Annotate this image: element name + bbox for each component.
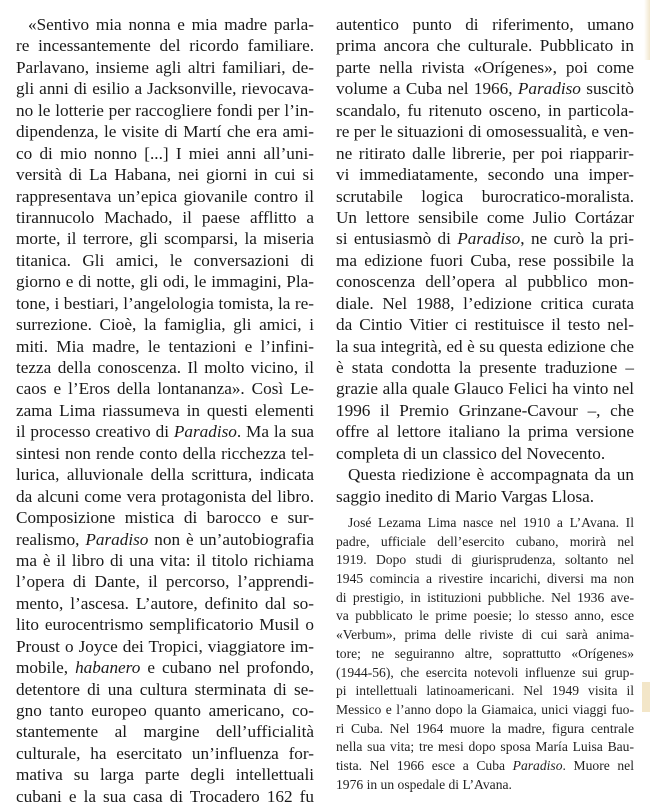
text-line [16, 657, 314, 678]
text-line [16, 529, 314, 550]
text-line: giorno e di notte, gli odi, le immagini, Pla- [16, 272, 314, 292]
text-line: ma edizione fuori Cuba, rese possibile la [336, 250, 634, 270]
left-column [16, 14, 314, 807]
text-line: Proust o Joyce dei Tropici, viaggiatore im- [16, 636, 314, 656]
italic-term-habanero: habanero [75, 658, 141, 678]
text-line: «Sentivo mia nonna e mia madre parla- [28, 15, 314, 34]
bio-line: Messico e l’anno dopo la Giamaica, unici viaggi fuo- [336, 701, 634, 717]
text-line: no le lotterie per raccogliere fondi per l’in- [16, 100, 314, 120]
text-line: 1996 il Premio Grinzane-Cavour –, che [336, 400, 634, 420]
text-line: rappresentava un’epica giovanile contro il [16, 186, 314, 206]
text-line: caos e l’Eros della lontananza». Così Le- [16, 379, 314, 399]
text-line: gno tanto europeo quanto americano, co- [16, 701, 314, 720]
right-column [336, 14, 634, 507]
text-line: da Cintio Vitier ci restituisce il testo nel- [336, 315, 634, 335]
text-line: re per le situazioni di omosessualità, e ven- [336, 122, 634, 142]
page-edge-shadow [644, 0, 650, 60]
text-line: conoscenza dell’opera al pubblico mon- [336, 272, 634, 292]
book-title-paradiso: Paradiso [457, 229, 521, 249]
text-line: ne ritirato dalle librerie, per poi riapparir- [336, 143, 634, 163]
text-run: tista. Nel 1966 esce a Cuba [336, 757, 513, 773]
text-run: . Muore nel [562, 757, 634, 773]
book-title-paradiso: Paradiso [512, 757, 563, 773]
text-line: miti. Mia madre, le tentazioni e l’infini- [16, 336, 314, 356]
bio-line: di prestigio, in istituzioni pubbliche. Nel 1936 ave- [336, 589, 634, 605]
text-line: Composizione mistica di barocco e sur- [16, 508, 314, 528]
text-line: è stata condotta la presente traduzione – [336, 358, 634, 377]
text-line: stantemente al margine dell’ufficialità [16, 722, 314, 742]
text-run: si entusiasmò di [336, 229, 458, 249]
text-line: co di mio nonno [...] I miei anni all’uni- [16, 143, 314, 163]
text-line: scrutabile logica burocratico-moralista. [336, 186, 634, 206]
bio-line: 1945 comincia a rivestire incarichi, diversi ma non [336, 571, 634, 587]
bio-line: pi intellettuali latinoamericani. Nel 1949 visita il [336, 683, 634, 699]
text-line: da alcuni come vera protagonista del libro. [16, 486, 314, 506]
bio-line: va pubblicato le prime poesie; lo stesso anno, esce [336, 608, 634, 624]
text-line: surrezione. Cioè, la famiglia, gli amici, i [16, 315, 314, 335]
book-title-paradiso: Paradiso [173, 422, 237, 442]
text-line: mento, l’ascesa. L’autore, definito dal so- [16, 593, 314, 613]
book-title-paradiso: Paradiso [517, 79, 581, 99]
text-line: Parlavano, insieme agli altri familiari, de- [16, 57, 314, 77]
text-line [16, 421, 314, 442]
text-line: versità di La Habana, nei giorni in cui si [16, 165, 314, 185]
bio-line: 1976 in un ospedale di L’Avana. [336, 776, 512, 792]
book-title-paradiso: Paradiso [85, 529, 149, 549]
bio-line: nella sua vita; tre mesi dopo sposa María Luisa Bau- [336, 739, 634, 755]
text-line: dipendenza, le visite di Martí che era ami- [16, 122, 314, 142]
text-line: cubani e la sua casa di Trocadero 162 fu [16, 786, 314, 806]
text-run: e cubano nel profondo, [140, 658, 314, 678]
text-line: diale. Nel 1988, l’edizione critica curata [336, 293, 634, 313]
text-line: zama Lima riassumeva in questi elementi [16, 400, 314, 420]
bio-line: «Verbum», prima delle riviste di cui sarà anima- [336, 627, 634, 643]
text-line: Un lettore sensibile come Julio Cortázar [336, 207, 634, 227]
text-run: il processo creativo di [16, 422, 174, 442]
text-line: tirannucolo Machado, il paese afflitto a [16, 207, 314, 227]
text-line: sintesi non rende conto della ricchezza tel- [16, 443, 314, 463]
author-bio [336, 514, 634, 794]
bio-line: (1944-56), che esercita notevoli influenze sui grup- [336, 664, 634, 680]
text-line: Questa riedizione è accompagnata da un [348, 465, 634, 485]
text-line: vi immediatamente, secondo una imper- [336, 165, 634, 185]
text-run: non è un’autobiografia [148, 529, 315, 549]
text-line: prima ancora che culturale. Pubblicato in [336, 36, 634, 56]
text-line: lurica, alluvionale della scrittura, indicata [16, 465, 314, 485]
bio-line: padre, ufficiale dell’esercito cubano, morirà nel [336, 533, 634, 549]
bio-line: 1919. Dopo studi di giurisprudenza, soltanto nel [336, 552, 634, 568]
text-line: saggio inedito di Mario Vargas Llosa. [336, 486, 595, 506]
page-edge-mark [642, 682, 650, 712]
text-line: gli anni di esilio a Jacksonville, rievocava- [16, 79, 314, 99]
text-run: realismo, [16, 529, 86, 549]
text-run: suscitò [580, 79, 634, 99]
text-line: parte nella rivista «Orígenes», poi come [336, 57, 634, 77]
bio-line: tore; ne seguiranno altre, soprattutto «Orígenes» [336, 645, 634, 661]
text-line: scandalo, fu ritenuto osceno, in particola- [336, 100, 634, 120]
text-run: , ne curò la pri- [520, 229, 634, 249]
text-line: lito eurocentrismo semplificatorio Musil o [16, 615, 314, 635]
text-line: morte, il terrore, gli scomparsi, la miseria [16, 229, 314, 249]
text-line: tone, i bestiari, l’angelologia tomista, la re- [16, 293, 314, 313]
text-run: mobile, [16, 658, 76, 678]
text-line: offre al lettore italiano la prima versione [336, 422, 634, 442]
text-line: titanica. Gli amici, le conversazioni di [16, 250, 314, 270]
text-line [336, 228, 634, 249]
text-run: . Ma la sua [236, 422, 314, 442]
text-line: ma è il libro di una vita: il titolo richiama [16, 550, 314, 570]
text-line: grazie alla quale Glauco Felici ha vinto nel [336, 379, 634, 399]
text-line: l’opera di Dante, il percorso, l’apprendi- [16, 572, 314, 592]
text-line: tezza della conoscenza. Il molto vicino, il [16, 358, 314, 377]
bio-line [336, 757, 634, 776]
text-line: mativa su larga parte degli intellettuali [16, 765, 314, 785]
text-line: autentico punto di riferimento, umano [336, 15, 634, 34]
text-line [336, 78, 634, 99]
text-line: detentore di una cultura sterminata di se- [16, 679, 314, 699]
bio-line: José Lezama Lima nasce nel 1910 a L’Avana. Il [348, 515, 634, 530]
text-line: re incessantemente del ricordo familiare. [16, 36, 314, 56]
bio-line: ri Cuba. Nel 1964 muore la madre, figura centrale [336, 720, 634, 736]
text-line: culturale, ha esercitato un’influenza for- [16, 743, 314, 763]
text-run: volume a Cuba nel 1966, [336, 79, 518, 99]
text-line: la sua integrità, ed è su questa edizione che [336, 336, 634, 356]
text-line: completa di un classico del Novecento. [336, 443, 606, 463]
